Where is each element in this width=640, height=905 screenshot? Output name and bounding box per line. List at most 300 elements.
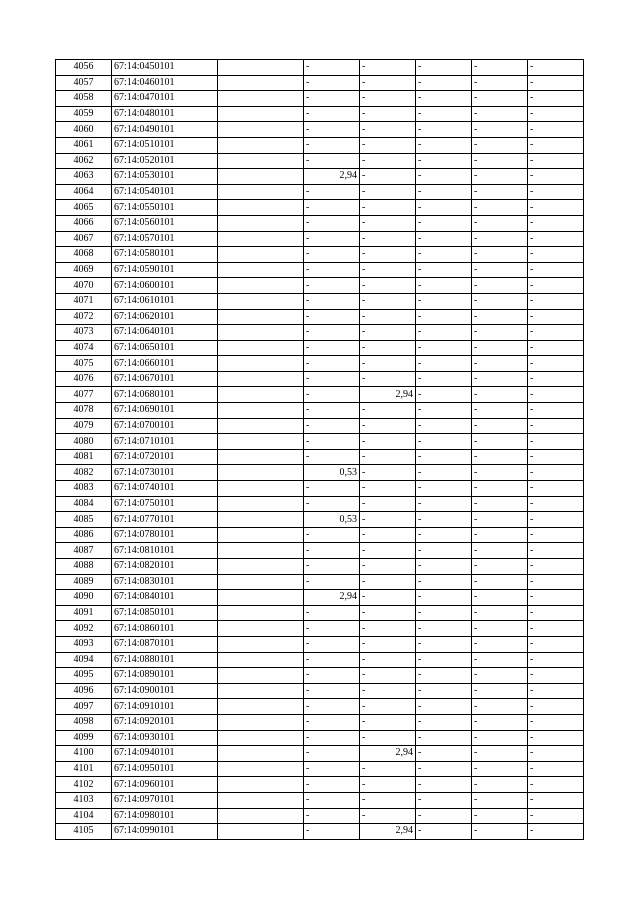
value-cell: - <box>472 808 528 824</box>
value-cell: - <box>472 761 528 777</box>
value-cell: - <box>304 387 360 403</box>
value-cell: - <box>416 122 472 138</box>
row-number-cell: 4070 <box>56 278 112 294</box>
value-cell: - <box>472 730 528 746</box>
value-cell: - <box>472 278 528 294</box>
value-cell: - <box>528 200 584 216</box>
value-cell: - <box>528 699 584 715</box>
table-row <box>56 371 584 387</box>
table-row <box>56 106 584 122</box>
value-cell: - <box>472 106 528 122</box>
value-cell: - <box>472 60 528 76</box>
empty-cell <box>218 652 304 668</box>
row-number-cell: 4103 <box>56 792 112 808</box>
value-cell: - <box>472 559 528 575</box>
value-cell: - <box>472 668 528 684</box>
cadastral-code-cell: 67:14:0490101 <box>112 122 218 138</box>
row-number-cell: 4089 <box>56 574 112 590</box>
empty-cell <box>218 278 304 294</box>
value-cell: - <box>528 403 584 419</box>
value-cell: - <box>528 247 584 263</box>
value-cell: 2,94 <box>304 590 360 606</box>
value-cell: - <box>304 91 360 107</box>
value-cell: - <box>416 325 472 341</box>
cadastral-code-cell: 67:14:0600101 <box>112 278 218 294</box>
table-row <box>56 543 584 559</box>
value-cell: - <box>360 621 416 637</box>
value-cell: - <box>528 824 584 840</box>
table-row <box>56 605 584 621</box>
value-cell: - <box>304 153 360 169</box>
row-number-cell: 4076 <box>56 371 112 387</box>
value-cell: - <box>304 75 360 91</box>
value-cell: - <box>304 699 360 715</box>
cadastral-code-cell: 67:14:0610101 <box>112 293 218 309</box>
value-cell: - <box>360 512 416 528</box>
empty-cell <box>218 808 304 824</box>
value-cell: - <box>528 792 584 808</box>
value-cell: - <box>416 60 472 76</box>
table-row <box>56 496 584 512</box>
empty-cell <box>218 434 304 450</box>
row-number-cell: 4078 <box>56 403 112 419</box>
table-row <box>56 387 584 403</box>
row-number-cell: 4066 <box>56 215 112 231</box>
value-cell: - <box>360 262 416 278</box>
cadastral-code-cell: 67:14:0920101 <box>112 714 218 730</box>
row-number-cell: 4095 <box>56 668 112 684</box>
value-cell: - <box>528 387 584 403</box>
value-cell: - <box>528 153 584 169</box>
value-cell: - <box>528 293 584 309</box>
row-number-cell: 4100 <box>56 746 112 762</box>
table-row <box>56 293 584 309</box>
value-cell: - <box>416 730 472 746</box>
table-row <box>56 262 584 278</box>
value-cell: - <box>528 215 584 231</box>
value-cell: - <box>416 231 472 247</box>
row-number-cell: 4096 <box>56 683 112 699</box>
empty-cell <box>218 543 304 559</box>
table-row <box>56 60 584 76</box>
value-cell: - <box>416 356 472 372</box>
value-cell: 2,94 <box>360 387 416 403</box>
value-cell: - <box>416 137 472 153</box>
value-cell: - <box>360 75 416 91</box>
value-cell: - <box>304 106 360 122</box>
value-cell: - <box>472 262 528 278</box>
cadastral-code-cell: 67:14:0680101 <box>112 387 218 403</box>
value-cell: - <box>360 247 416 263</box>
value-cell: - <box>360 792 416 808</box>
table-row <box>56 200 584 216</box>
value-cell: - <box>360 231 416 247</box>
value-cell: - <box>360 122 416 138</box>
table-row <box>56 309 584 325</box>
value-cell: - <box>416 434 472 450</box>
value-cell: - <box>472 699 528 715</box>
table-row <box>56 559 584 575</box>
value-cell: - <box>304 636 360 652</box>
value-cell: - <box>360 403 416 419</box>
row-number-cell: 4102 <box>56 777 112 793</box>
value-cell: - <box>472 356 528 372</box>
empty-cell <box>218 293 304 309</box>
cadastral-code-cell: 67:14:0550101 <box>112 200 218 216</box>
value-cell: - <box>360 371 416 387</box>
value-cell: - <box>416 527 472 543</box>
row-number-cell: 4098 <box>56 714 112 730</box>
value-cell: - <box>528 621 584 637</box>
table-row <box>56 683 584 699</box>
row-number-cell: 4094 <box>56 652 112 668</box>
empty-cell <box>218 559 304 575</box>
cadastral-code-cell: 67:14:0820101 <box>112 559 218 575</box>
cadastral-code-cell: 67:14:0450101 <box>112 60 218 76</box>
value-cell: - <box>472 153 528 169</box>
value-cell: 2,94 <box>360 824 416 840</box>
value-cell: - <box>416 824 472 840</box>
value-cell: - <box>360 309 416 325</box>
value-cell: - <box>416 543 472 559</box>
value-cell: - <box>304 434 360 450</box>
cadastral-code-cell: 67:14:0930101 <box>112 730 218 746</box>
empty-cell <box>218 247 304 263</box>
row-number-cell: 4067 <box>56 231 112 247</box>
value-cell: - <box>416 169 472 185</box>
value-cell: - <box>528 636 584 652</box>
value-cell: - <box>416 746 472 762</box>
row-number-cell: 4079 <box>56 418 112 434</box>
table-row <box>56 325 584 341</box>
value-cell: - <box>360 574 416 590</box>
value-cell: - <box>360 714 416 730</box>
value-cell: - <box>528 434 584 450</box>
value-cell: - <box>528 777 584 793</box>
value-cell: - <box>416 605 472 621</box>
empty-cell <box>218 449 304 465</box>
value-cell: - <box>528 60 584 76</box>
table-row <box>56 153 584 169</box>
value-cell: - <box>416 184 472 200</box>
cadastral-code-cell: 67:14:0770101 <box>112 512 218 528</box>
row-number-cell: 4080 <box>56 434 112 450</box>
value-cell: - <box>416 668 472 684</box>
row-number-cell: 4085 <box>56 512 112 528</box>
cadastral-code-cell: 67:14:0980101 <box>112 808 218 824</box>
row-number-cell: 4065 <box>56 200 112 216</box>
value-cell: - <box>416 496 472 512</box>
value-cell: - <box>360 481 416 497</box>
value-cell: - <box>360 434 416 450</box>
row-number-cell: 4101 <box>56 761 112 777</box>
table-row <box>56 278 584 294</box>
cadastral-code-cell: 67:14:0520101 <box>112 153 218 169</box>
row-number-cell: 4091 <box>56 605 112 621</box>
table-row <box>56 699 584 715</box>
table-row <box>56 231 584 247</box>
cadastral-code-cell: 67:14:0710101 <box>112 434 218 450</box>
table-row <box>56 808 584 824</box>
cadastral-code-cell: 67:14:0690101 <box>112 403 218 419</box>
value-cell: - <box>528 449 584 465</box>
value-cell: - <box>304 824 360 840</box>
value-cell: 0,53 <box>304 465 360 481</box>
table-row <box>56 481 584 497</box>
table-row <box>56 621 584 637</box>
value-cell: - <box>472 403 528 419</box>
value-cell: - <box>360 137 416 153</box>
value-cell: - <box>360 808 416 824</box>
empty-cell <box>218 792 304 808</box>
value-cell: - <box>304 371 360 387</box>
value-cell: - <box>304 293 360 309</box>
value-cell: - <box>472 777 528 793</box>
value-cell: - <box>304 325 360 341</box>
value-cell: - <box>416 278 472 294</box>
value-cell: - <box>360 730 416 746</box>
value-cell: - <box>472 340 528 356</box>
value-cell: - <box>304 278 360 294</box>
empty-cell <box>218 761 304 777</box>
value-cell: - <box>416 403 472 419</box>
cadastral-code-cell: 67:14:0870101 <box>112 636 218 652</box>
empty-cell <box>218 418 304 434</box>
empty-cell <box>218 371 304 387</box>
value-cell: - <box>304 356 360 372</box>
empty-cell <box>218 683 304 699</box>
value-cell: - <box>472 590 528 606</box>
value-cell: - <box>304 403 360 419</box>
value-cell: - <box>472 215 528 231</box>
table-row <box>56 91 584 107</box>
value-cell: - <box>304 215 360 231</box>
value-cell: - <box>416 481 472 497</box>
cadastral-code-cell: 67:14:0590101 <box>112 262 218 278</box>
table-row <box>56 777 584 793</box>
value-cell: - <box>304 621 360 637</box>
value-cell: 2,94 <box>360 746 416 762</box>
empty-cell <box>218 60 304 76</box>
value-cell: - <box>360 652 416 668</box>
value-cell: - <box>416 293 472 309</box>
empty-cell <box>218 668 304 684</box>
value-cell: - <box>304 574 360 590</box>
value-cell: - <box>472 746 528 762</box>
row-number-cell: 4104 <box>56 808 112 824</box>
value-cell: - <box>472 325 528 341</box>
value-cell: - <box>472 496 528 512</box>
value-cell: 0,53 <box>304 512 360 528</box>
value-cell: - <box>528 231 584 247</box>
table-row <box>56 668 584 684</box>
value-cell: - <box>472 91 528 107</box>
row-number-cell: 4074 <box>56 340 112 356</box>
value-cell: - <box>528 106 584 122</box>
value-cell: - <box>472 418 528 434</box>
value-cell: - <box>528 605 584 621</box>
value-cell: - <box>360 325 416 341</box>
value-cell: - <box>472 434 528 450</box>
value-cell: - <box>472 169 528 185</box>
value-cell: - <box>304 309 360 325</box>
value-cell: - <box>416 777 472 793</box>
table-row <box>56 590 584 606</box>
value-cell: - <box>416 465 472 481</box>
row-number-cell: 4105 <box>56 824 112 840</box>
cadastral-code-cell: 67:14:0950101 <box>112 761 218 777</box>
value-cell: - <box>528 91 584 107</box>
cadastral-code-cell: 67:14:0640101 <box>112 325 218 341</box>
row-number-cell: 4097 <box>56 699 112 715</box>
value-cell: - <box>472 465 528 481</box>
empty-cell <box>218 231 304 247</box>
value-cell: - <box>416 714 472 730</box>
row-number-cell: 4082 <box>56 465 112 481</box>
value-cell: - <box>416 559 472 575</box>
empty-cell <box>218 746 304 762</box>
value-cell: - <box>360 543 416 559</box>
value-cell: - <box>360 449 416 465</box>
value-cell: - <box>304 683 360 699</box>
row-number-cell: 4056 <box>56 60 112 76</box>
cadastral-code-cell: 67:14:0470101 <box>112 91 218 107</box>
value-cell: - <box>472 683 528 699</box>
value-cell: - <box>528 543 584 559</box>
cadastral-code-cell: 67:14:0900101 <box>112 683 218 699</box>
value-cell: - <box>360 777 416 793</box>
empty-cell <box>218 91 304 107</box>
table-row <box>56 169 584 185</box>
value-cell: - <box>416 621 472 637</box>
table-row <box>56 527 584 543</box>
value-cell: - <box>304 200 360 216</box>
value-cell: - <box>360 153 416 169</box>
table-row <box>56 247 584 263</box>
cadastral-code-cell: 67:14:0780101 <box>112 527 218 543</box>
empty-cell <box>218 122 304 138</box>
cadastral-code-cell: 67:14:0860101 <box>112 621 218 637</box>
value-cell: - <box>528 169 584 185</box>
cadastral-code-cell: 67:14:0730101 <box>112 465 218 481</box>
empty-cell <box>218 356 304 372</box>
empty-cell <box>218 527 304 543</box>
table-row <box>56 122 584 138</box>
cadastral-code-cell: 67:14:0890101 <box>112 668 218 684</box>
value-cell: - <box>360 91 416 107</box>
value-cell: - <box>304 559 360 575</box>
value-cell: - <box>416 792 472 808</box>
row-number-cell: 4092 <box>56 621 112 637</box>
value-cell: - <box>304 792 360 808</box>
empty-cell <box>218 621 304 637</box>
value-cell: - <box>416 340 472 356</box>
value-cell: - <box>416 761 472 777</box>
table-row <box>56 434 584 450</box>
table-row <box>56 356 584 372</box>
value-cell: - <box>416 200 472 216</box>
value-cell: - <box>304 496 360 512</box>
value-cell: - <box>416 699 472 715</box>
cadastral-code-cell: 67:14:0480101 <box>112 106 218 122</box>
cadastral-code-cell: 67:14:0650101 <box>112 340 218 356</box>
value-cell: - <box>472 481 528 497</box>
value-cell: - <box>528 808 584 824</box>
table-row <box>56 652 584 668</box>
empty-cell <box>218 309 304 325</box>
value-cell: - <box>528 683 584 699</box>
value-cell: - <box>360 340 416 356</box>
value-cell: - <box>360 683 416 699</box>
value-cell: - <box>528 122 584 138</box>
row-number-cell: 4086 <box>56 527 112 543</box>
row-number-cell: 4093 <box>56 636 112 652</box>
value-cell: - <box>472 184 528 200</box>
row-number-cell: 4060 <box>56 122 112 138</box>
empty-cell <box>218 403 304 419</box>
value-cell: - <box>472 512 528 528</box>
value-cell: - <box>416 262 472 278</box>
value-cell: - <box>416 449 472 465</box>
cadastral-code-cell: 67:14:0570101 <box>112 231 218 247</box>
value-cell: - <box>304 605 360 621</box>
table-row <box>56 340 584 356</box>
value-cell: - <box>472 387 528 403</box>
value-cell: - <box>528 481 584 497</box>
value-cell: - <box>304 808 360 824</box>
value-cell: - <box>416 75 472 91</box>
value-cell: - <box>360 605 416 621</box>
empty-cell <box>218 465 304 481</box>
row-number-cell: 4064 <box>56 184 112 200</box>
value-cell: - <box>304 668 360 684</box>
value-cell: - <box>360 215 416 231</box>
value-cell: - <box>304 777 360 793</box>
value-cell: - <box>416 106 472 122</box>
value-cell: - <box>472 574 528 590</box>
value-cell: - <box>528 512 584 528</box>
row-number-cell: 4057 <box>56 75 112 91</box>
empty-cell <box>218 387 304 403</box>
table-row <box>56 824 584 840</box>
value-cell: - <box>360 590 416 606</box>
row-number-cell: 4099 <box>56 730 112 746</box>
value-cell: - <box>360 418 416 434</box>
cadastral-code-cell: 67:14:0560101 <box>112 215 218 231</box>
value-cell: - <box>472 543 528 559</box>
table-row <box>56 574 584 590</box>
cadastral-code-cell: 67:14:0580101 <box>112 247 218 263</box>
value-cell: - <box>416 590 472 606</box>
value-cell: - <box>360 668 416 684</box>
value-cell: - <box>472 231 528 247</box>
cadastral-code-cell: 67:14:0750101 <box>112 496 218 512</box>
cadastral-code-cell: 67:14:0830101 <box>112 574 218 590</box>
value-cell: - <box>528 325 584 341</box>
table-row <box>56 730 584 746</box>
empty-cell <box>218 590 304 606</box>
row-number-cell: 4059 <box>56 106 112 122</box>
value-cell: - <box>360 699 416 715</box>
value-cell: - <box>472 714 528 730</box>
value-cell: - <box>360 496 416 512</box>
cadastral-code-cell: 67:14:0970101 <box>112 792 218 808</box>
empty-cell <box>218 340 304 356</box>
value-cell: - <box>304 543 360 559</box>
table-row <box>56 761 584 777</box>
value-cell: - <box>416 512 472 528</box>
cadastral-code-cell: 67:14:0960101 <box>112 777 218 793</box>
